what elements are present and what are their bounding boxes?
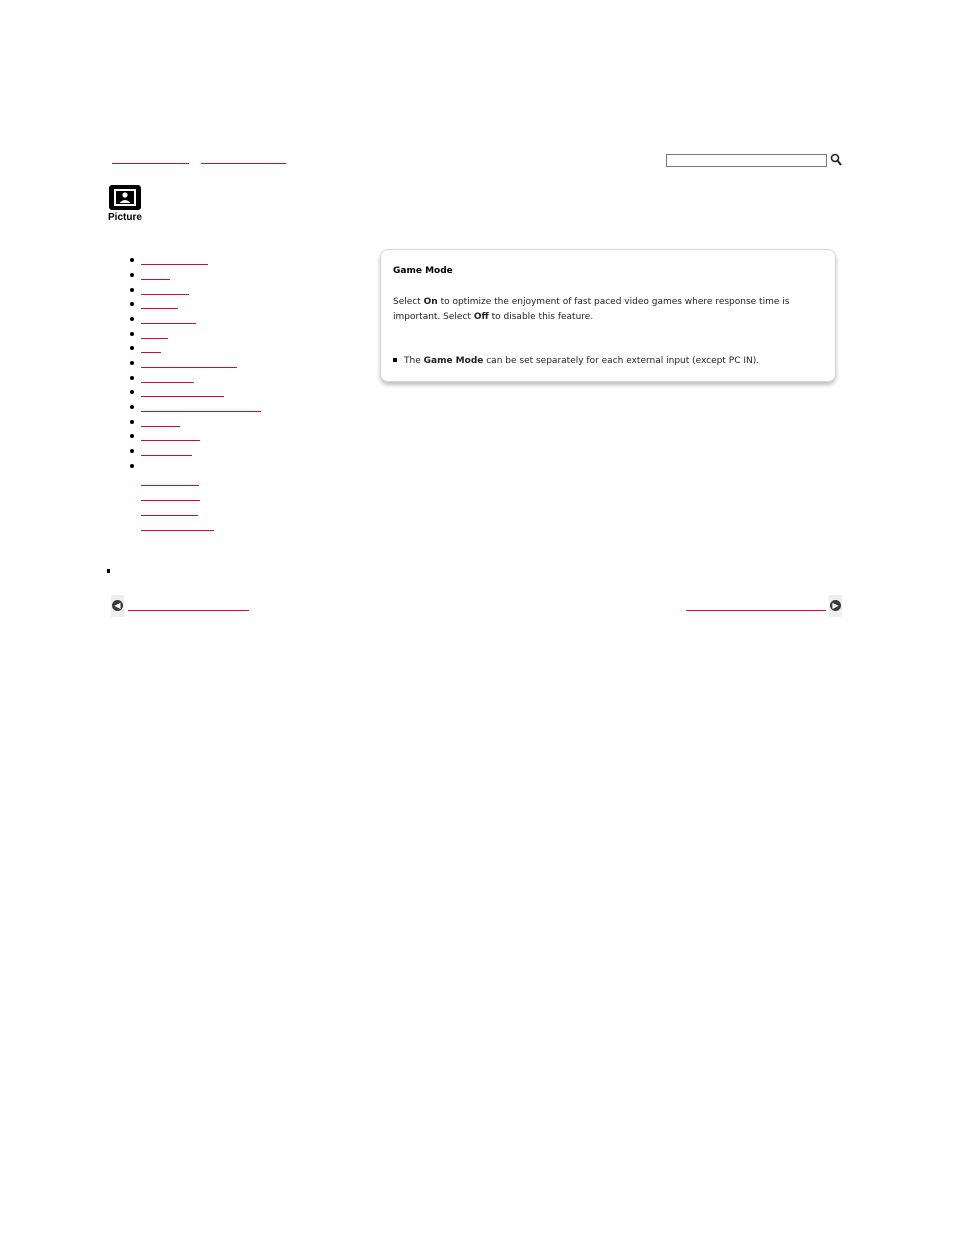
content-note <box>393 356 823 366</box>
list-bullet <box>130 464 134 468</box>
nav-link[interactable] <box>141 308 178 309</box>
list-bullet <box>130 420 134 424</box>
list-bullet <box>130 390 134 394</box>
nav-link[interactable] <box>141 294 189 295</box>
list-bullet <box>130 332 134 336</box>
list-bullet <box>130 449 134 453</box>
content-title: Game Mode <box>393 266 453 276</box>
next-page-button[interactable] <box>829 595 842 617</box>
list-bullet <box>130 405 134 409</box>
body-text: to optimize the enjoyment of fast paced video games where response time is important. Select <box>393 297 790 322</box>
nav-link[interactable] <box>141 411 261 412</box>
body-text: Select <box>393 297 424 307</box>
note-text: The <box>404 356 424 366</box>
nav-sublink[interactable] <box>141 530 214 531</box>
body-text: to disable this feature. <box>488 312 594 322</box>
nav-sublink[interactable] <box>141 500 200 501</box>
list-bullet <box>130 288 134 292</box>
list-bullet <box>130 434 134 438</box>
content-body <box>393 295 813 325</box>
nav-link[interactable] <box>141 426 180 427</box>
body-bold-on: On <box>423 297 438 307</box>
nav-link[interactable] <box>141 455 192 456</box>
nav-link[interactable] <box>141 279 170 280</box>
nav-link[interactable] <box>141 367 237 368</box>
body-bold-off: Off <box>473 312 489 322</box>
prev-page-link[interactable] <box>128 610 249 611</box>
prev-page-button[interactable] <box>111 595 124 617</box>
nav-link[interactable] <box>141 440 200 441</box>
search-icon[interactable] <box>830 153 842 167</box>
list-marker <box>107 569 110 573</box>
breadcrumb-link-2[interactable] <box>201 163 286 164</box>
nav-link[interactable] <box>141 323 196 324</box>
list-bullet <box>130 273 134 277</box>
nav-link[interactable] <box>141 264 208 265</box>
nav-sublink[interactable] <box>141 485 199 486</box>
nav-sublink[interactable] <box>141 515 198 516</box>
content-card <box>380 249 836 382</box>
note-bullet <box>393 358 397 362</box>
search-input[interactable] <box>666 154 827 167</box>
list-bullet <box>130 376 134 380</box>
nav-link[interactable] <box>141 352 161 353</box>
list-bullet <box>130 258 134 262</box>
nav-link[interactable] <box>141 338 168 339</box>
list-bullet <box>130 317 134 321</box>
nav-link[interactable] <box>141 382 194 383</box>
breadcrumb-link-1[interactable] <box>112 163 189 164</box>
list-bullet <box>130 361 134 365</box>
picture-icon <box>109 185 141 210</box>
nav-link[interactable] <box>141 396 224 397</box>
arrow-left-icon: ◀ <box>112 600 123 611</box>
note-text: can be set separately for each external input (except PC IN). <box>483 356 760 366</box>
next-page-link[interactable] <box>686 610 826 611</box>
list-bullet <box>130 302 134 306</box>
note-bold: Game Mode <box>423 356 484 366</box>
list-bullet <box>130 346 134 350</box>
arrow-right-icon: ▶ <box>830 600 841 611</box>
section-title: Picture <box>108 212 142 223</box>
